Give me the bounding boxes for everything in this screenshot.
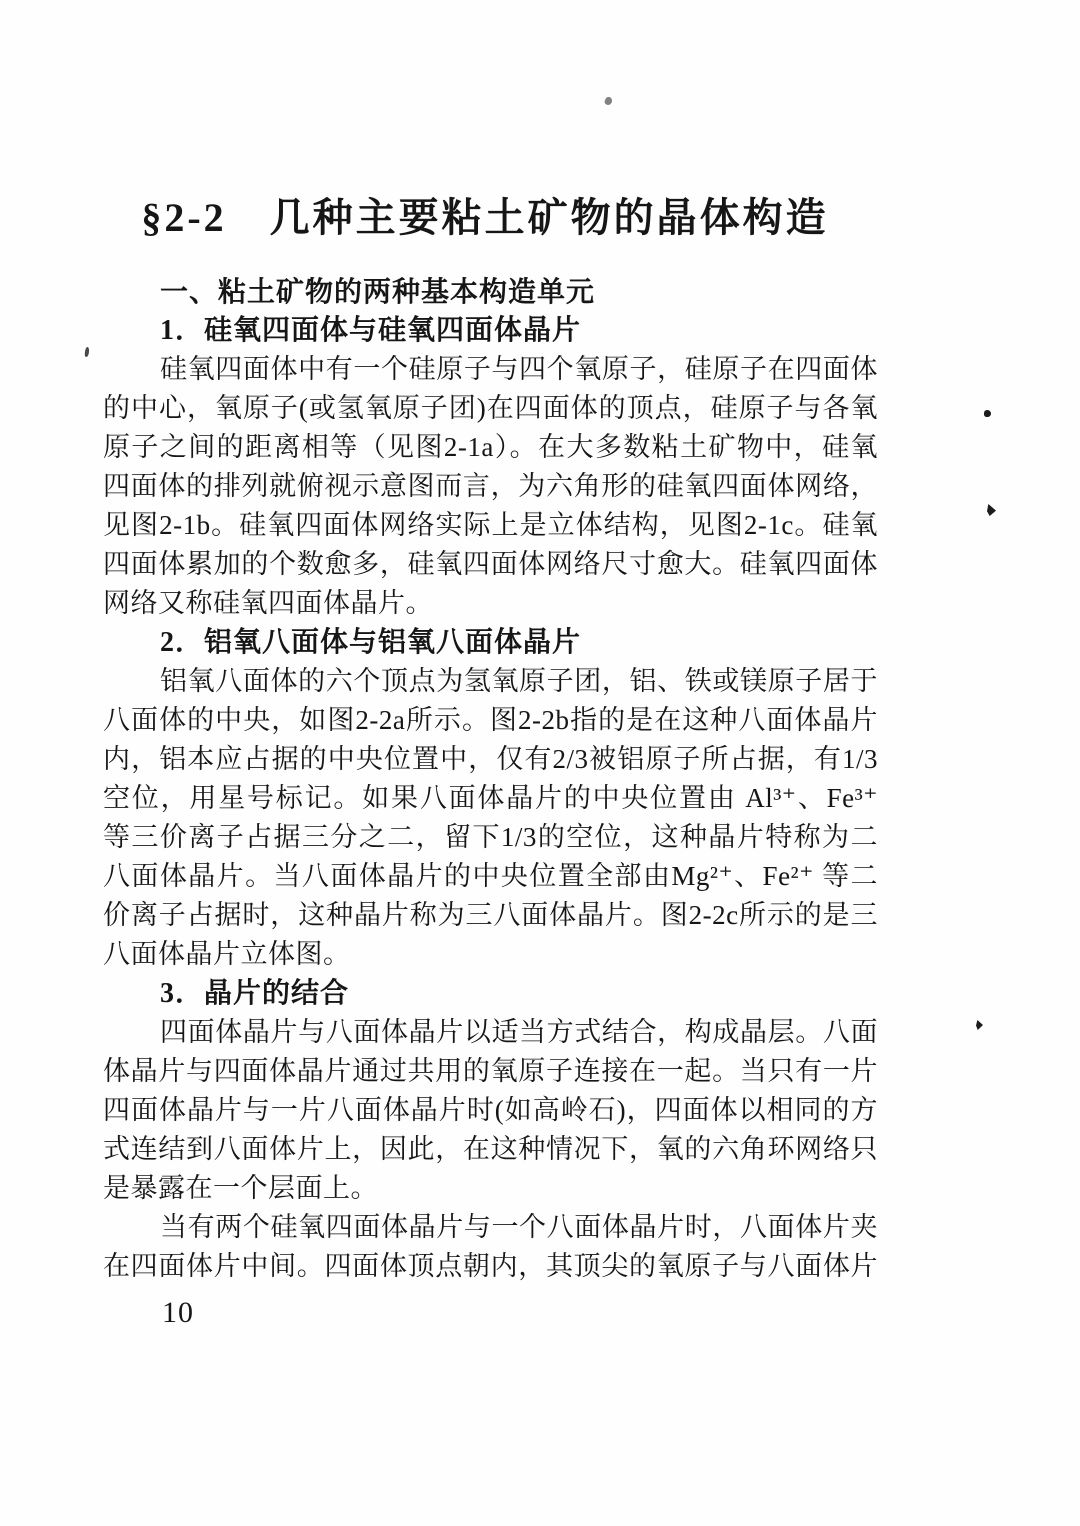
ink-speck: [984, 410, 991, 417]
heading-h3: 2．铝氧八面体与铝氧八面体晶片: [160, 627, 582, 658]
text-line: 等三价离子占据三分之二，留下1/3的空位，这种晶片特称为二: [103, 822, 878, 852]
text-line: 的中心，氧原子(或氢氧原子团)在四面体的顶点，硅原子与各氧: [103, 393, 878, 423]
text-line: 四面体的排列就俯视示意图而言，为六角形的硅氧四面体网络，: [103, 471, 878, 501]
text-line: 四面体晶片与一片八面体晶片时(如高岭石)，四面体以相同的方: [103, 1095, 878, 1125]
heading-h2: 一、粘土矿物的两种基本构造单元: [160, 276, 596, 307]
text-line: 体晶片与四面体晶片通过共用的氧原子连接在一起。当只有一片: [103, 1056, 878, 1086]
ink-speck: [604, 96, 614, 106]
section-title: §2-2 几种主要粘土矿物的晶体构造: [141, 195, 829, 240]
text-line: 四面体累加的个数愈多，硅氧四面体网络尺寸愈大。硅氧四面体: [103, 549, 878, 579]
text-line: 见图2-1b。硅氧四面体网络实际上是立体结构，见图2-1c。硅氧: [103, 510, 878, 540]
text-line: 四面体晶片与八面体晶片以适当方式结合，构成晶层。八面: [160, 1017, 878, 1047]
heading-h3: 1．硅氧四面体与硅氧四面体晶片: [160, 315, 582, 346]
text-line: 八面体晶片。当八面体晶片的中央位置全部由Mg²⁺、Fe²⁺ 等二: [103, 861, 878, 891]
text-line: 内，铝本应占据的中央位置中，仅有2/3被铝原子所占据，有1/3: [103, 744, 878, 774]
text-line: 原子之间的距离相等（见图2-1a）。在大多数粘土矿物中，硅氧: [103, 432, 878, 462]
ink-speck: [987, 504, 996, 516]
text-line: 网络又称硅氧四面体晶片。: [103, 588, 433, 618]
text-line: 硅氧四面体中有一个硅原子与四个氧原子，硅原子在四面体: [160, 354, 878, 384]
text-line: 铝氧八面体的六个顶点为氢氧原子团，铝、铁或镁原子居于: [160, 666, 878, 696]
text-line: 当有两个硅氧四面体晶片与一个八面体晶片时，八面体片夹: [160, 1212, 878, 1242]
page-number: 10: [162, 1296, 194, 1329]
ink-speck: [976, 1020, 983, 1030]
text-line: 八面体的中央，如图2-2a所示。图2-2b指的是在这种八面体晶片: [103, 705, 878, 735]
text-line: 在四面体片中间。四面体顶点朝内，其顶尖的氧原子与八面体片: [103, 1251, 878, 1281]
text-line: 是暴露在一个层面上。: [103, 1173, 378, 1203]
text-line: 空位，用星号标记。如果八面体晶片的中央位置由 Al³⁺、Fe³⁺: [103, 783, 878, 813]
heading-h3: 3．晶片的结合: [160, 978, 350, 1009]
text-line: 价离子占据时，这种晶片称为三八面体晶片。图2-2c所示的是三: [103, 900, 878, 930]
text-line: 式连结到八面体片上，因此，在这种情况下，氧的六角环网络只: [103, 1134, 878, 1164]
body-text: [103, 272, 878, 1286]
text-line: 八面体晶片立体图。: [103, 939, 351, 969]
ink-speck: [84, 347, 89, 357]
